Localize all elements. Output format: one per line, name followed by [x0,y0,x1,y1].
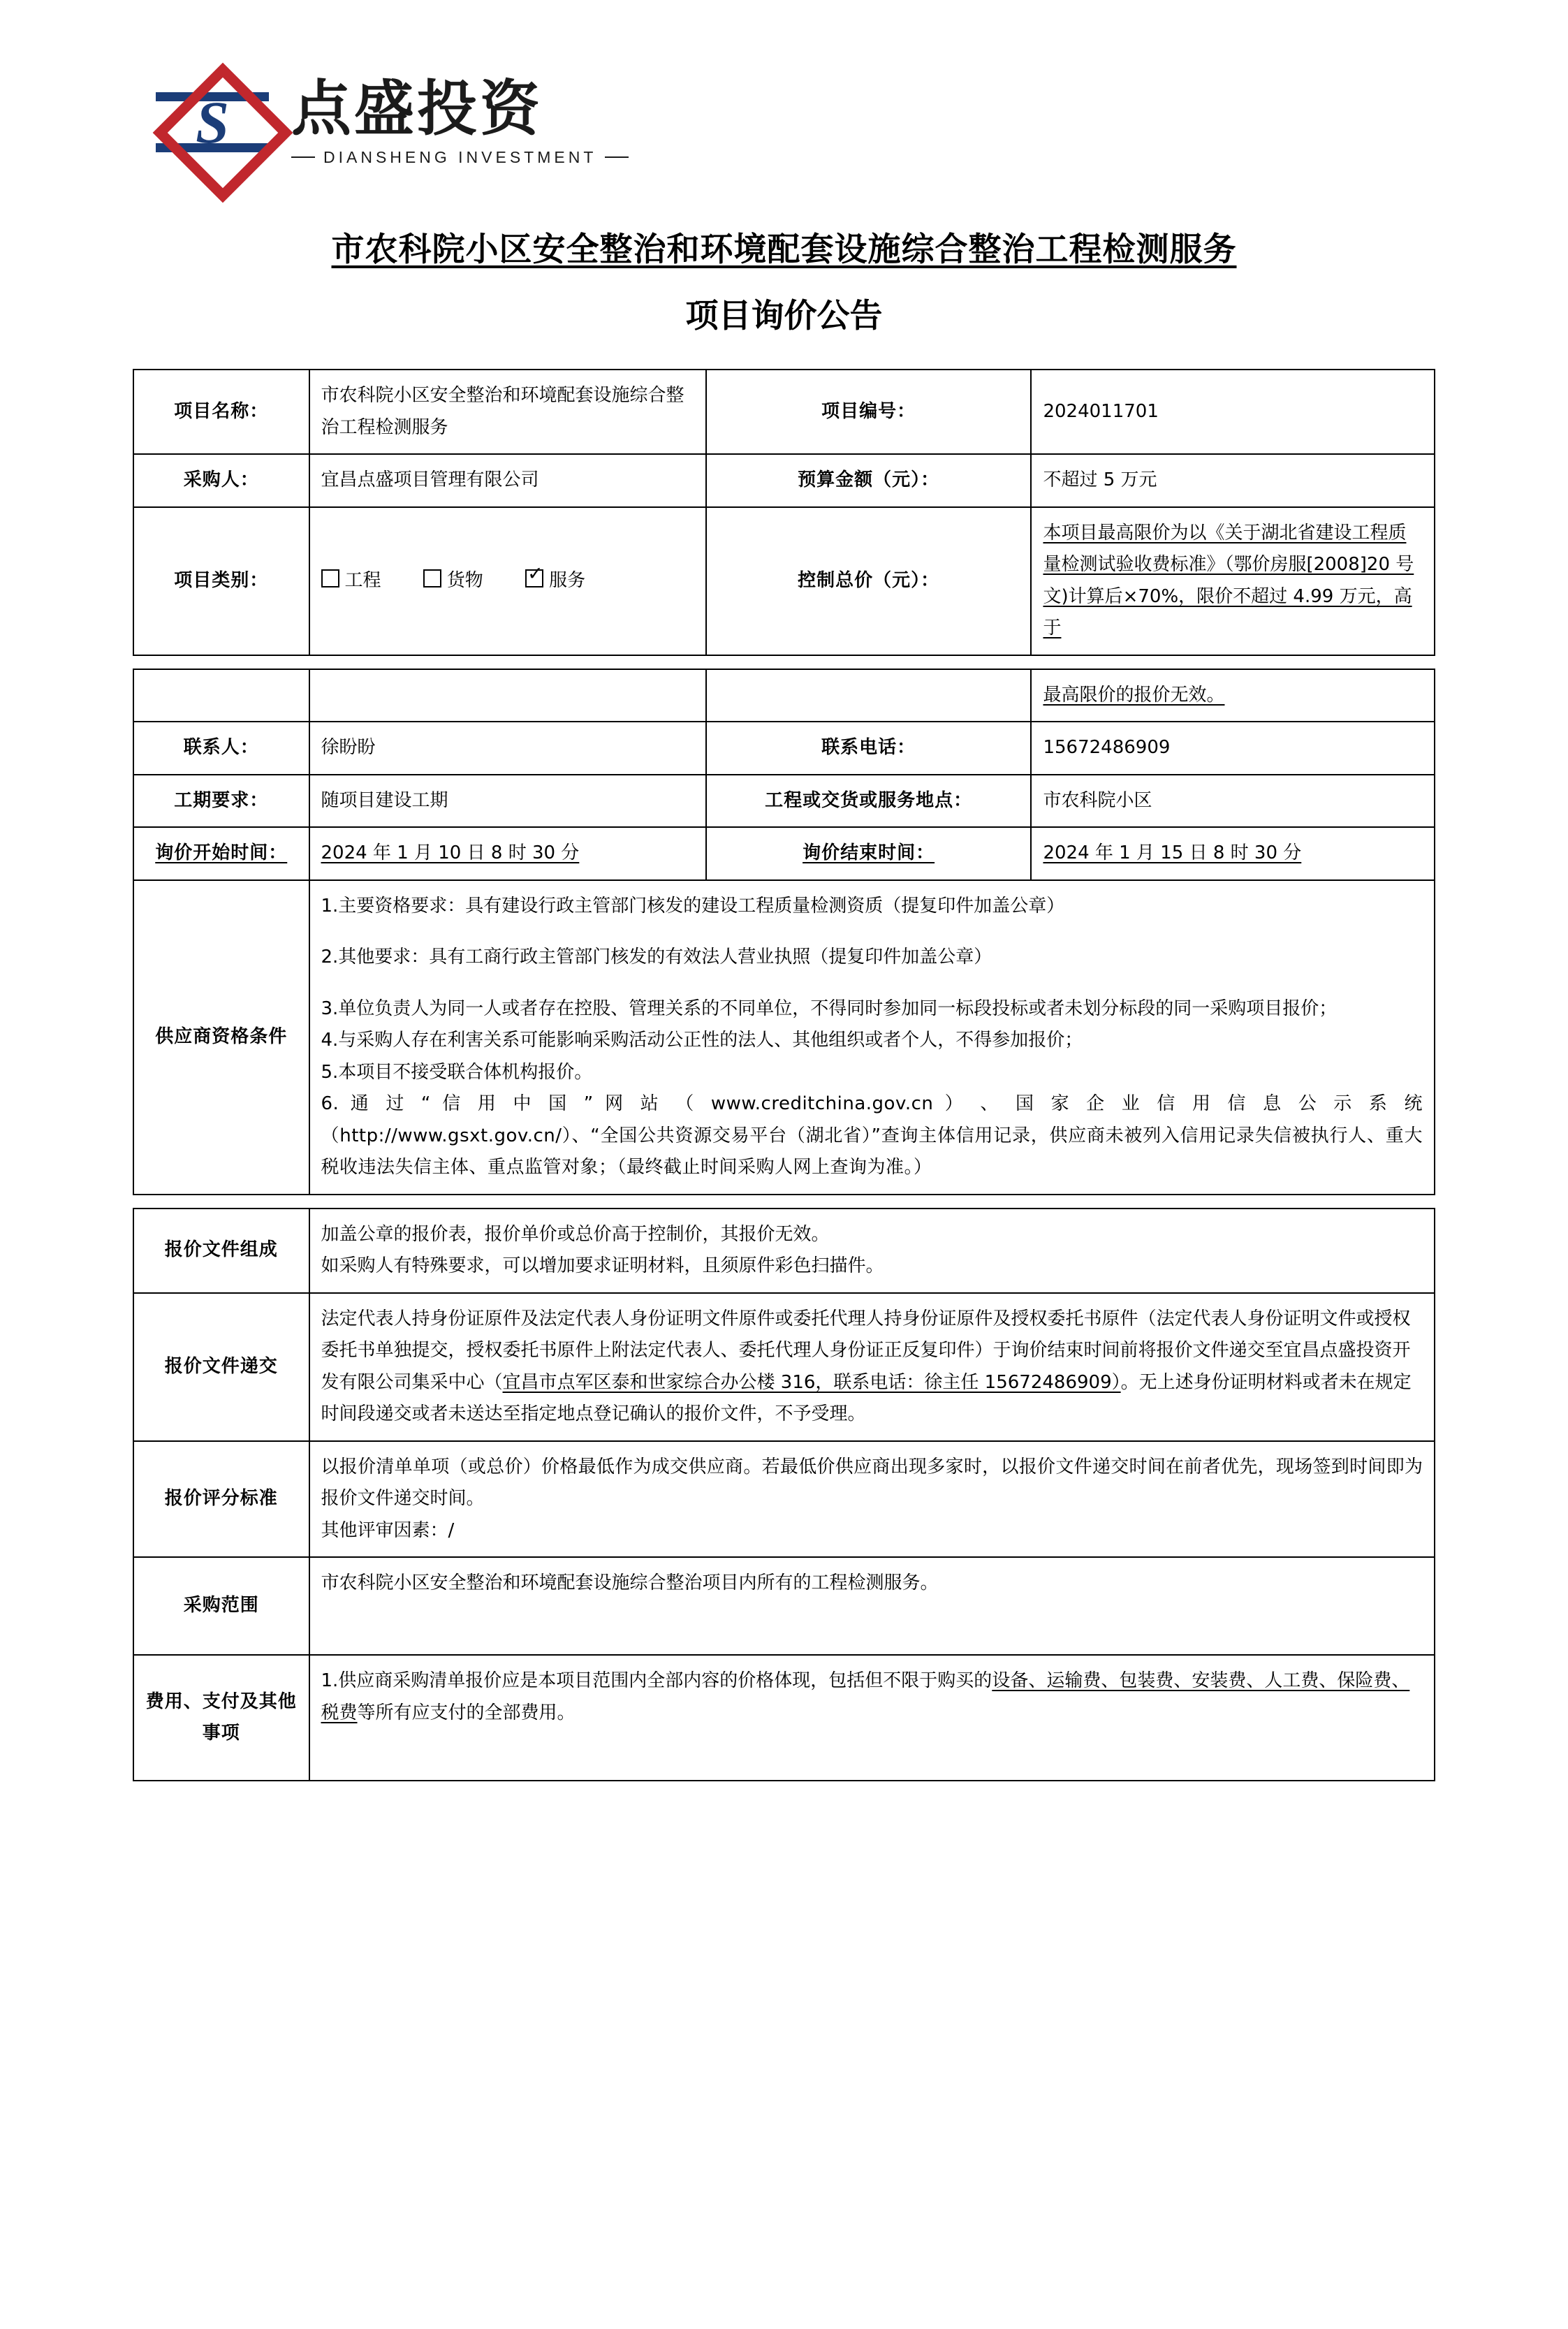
qualification-item-1: 1.主要资格要求：具有建设行政主管部门核发的建设工程质量检测资质（提复印件加盖公章） [321,895,1065,917]
purchaser-value: 宜昌点盛项目管理有限公司 [309,454,706,507]
contact-label: 联系人： [133,722,309,775]
start-time-label-text: 询价开始时间： [155,842,288,863]
fee-content [309,1655,1435,1781]
submit-text-underlined: 宜昌市点军区泰和世家综合办公楼 316，联系电话：徐主任 15672486909） [502,1371,1121,1393]
contact-and-qualification-table [133,669,1435,1195]
checkbox-option-goods[interactable] [423,565,483,597]
budget-value: 不超过 5 万元 [1031,454,1435,507]
submit-content [309,1293,1435,1441]
requirements-table [133,1208,1435,1782]
qualification-content [309,880,1435,1195]
logo-rule-left [291,156,315,158]
table-row [133,1655,1435,1781]
control-price-continuation-text: 最高限价的报价无效。 [1043,684,1225,706]
control-price-label: 控制总价（元）： [706,507,1032,655]
logo-company-name-cn: 点盛投资 [291,74,543,145]
compose-content [309,1209,1435,1293]
fee-label-line-1: 费用、支付及其他 [145,1691,297,1712]
table-row [133,1293,1435,1441]
score-line-1: 以报价清单单项（或总价）价格最低作为成交供应商。若最低价供应商出现多家时，以报价文件递交时间在前者优先，现场签到时间即为报价文件递交时间。 [321,1456,1423,1509]
table-row [133,1557,1435,1655]
qualification-label: 供应商资格条件 [133,880,309,1195]
end-time-label-text: 询价结束时间： [803,842,935,863]
score-label: 报价评分标准 [133,1441,309,1558]
control-price-value [1031,507,1435,655]
logo-rule-right [605,156,629,158]
checkbox-option-service[interactable] [525,565,585,597]
table-row [133,775,1435,828]
fee-label-line-2: 事项 [202,1723,240,1744]
compose-line-1: 加盖公章的报价表，报价单价或总价高于控制价，其报价无效。 [321,1223,830,1245]
empty-cell-c [706,669,1032,722]
table-row [133,1209,1435,1293]
project-no-value: 2024011701 [1031,370,1435,454]
control-price-text: 本项目最高限价为以《关于湖北省建设工程质量检测试验收费标准》（鄂价房服[2008]20 号文)计算后×70%，限价不超过 4.99 万元，高于 [1043,522,1414,638]
duration-value: 随项目建设工期 [309,775,706,828]
end-time-value-text: 2024 年 1 月 15 日 8 时 30 分 [1043,842,1302,863]
table-row [133,669,1435,722]
table-row [133,880,1435,1195]
budget-label: 预算金额（元）： [706,454,1032,507]
table-row [133,454,1435,507]
project-name-label: 项目名称： [133,370,309,454]
compose-line-2: 如采购人有特殊要求，可以增加要求证明材料，且须原件彩色扫描件。 [321,1255,884,1276]
purchaser-label: 采购人： [133,454,309,507]
checkbox-label: 服务 [549,569,586,591]
page-title-text: 市农科院小区安全整治和环境配套设施综合整治工程检测服务 [331,231,1237,269]
qualification-item-3: 3.单位负责人为同一人或者存在控股、管理关系的不同单位，不得同时参加同一标段投标或者未划分标段的同一采购项目报价； [321,998,1338,1019]
page-title [133,224,1435,270]
end-time-value [1031,827,1435,880]
project-no-label: 项目编号： [706,370,1032,454]
scope-content: 市农科院小区安全整治和环境配套设施综合整治项目内所有的工程检测服务。 [309,1557,1435,1655]
table-row [133,722,1435,775]
empty-cell-a [133,669,309,722]
checkbox-box-icon [423,569,441,587]
table-row [133,507,1435,655]
table-row [133,370,1435,454]
company-logo [133,49,1435,196]
start-time-value-text: 2024 年 1 月 10 日 8 时 30 分 [321,842,580,863]
checkbox-label: 工程 [344,569,381,591]
scope-label: 采购范围 [133,1557,309,1655]
submit-text-b: 。无上述身份证明材料或者未在规定时间段递交或者未送达至指定地点登记确认的报价文件，不予受理。 [321,1371,1412,1424]
start-time-value [309,827,706,880]
place-value: 市农科院小区 [1031,775,1435,828]
logo-company-name-en: DIANSHENG INVESTMENT [323,147,597,166]
fee-text-underlined: 设备、运输费、包装费、安装费、人工费、保险费、税费 [321,1670,1410,1723]
checkbox-box-icon [321,569,339,587]
score-content [309,1441,1435,1558]
compose-label: 报价文件组成 [133,1209,309,1293]
project-name-value: 市农科院小区安全整治和环境配套设施综合整治工程检测服务 [309,370,706,454]
qualification-item-6: 6. 通 过 “ 信 用 中 国 ” 网 站 （ www.creditchina.gov.cn ） 、 国 家 企 业 信 用 信 息 公 示 系 统（http://www.gsxt.gov.cn/）、“全国公共资源交易平台（湖北省）”查询主体信用记录，供应商未被列入信用记录失信被执行人、重大税收违法失信主体、重点监管对象；（最终截止时间采购人网上查询为准。） [321,1093,1423,1178]
phone-value: 15672486909 [1031,722,1435,775]
start-time-label [133,827,309,880]
qualification-item-2: 2.其他要求：具有工商行政主管部门核发的有效法人营业执照（提复印件加盖公章） [321,947,992,968]
fee-text-b: 等所有应支付的全部费用。 [357,1702,576,1723]
fee-label [133,1655,309,1781]
category-options [309,507,706,655]
qualification-item-5: 5.本项目不接受联合体机构报价。 [321,1061,593,1083]
page-subtitle: 项目询价公告 [685,297,883,335]
category-label: 项目类别： [133,507,309,655]
project-info-table [133,369,1435,656]
logo-mark-icon [150,67,274,177]
place-label: 工程或交货或服务地点： [706,775,1032,828]
end-time-label [706,827,1032,880]
submit-text-a: 法定代表人持身份证原件及法定代表人身份证明文件原件或委托代理人持身份证原件及授权委托书原件（法定代表人身份证明文件或授权委托书单独提交，授权委托书原件上附法定代表人、委托代理人身份证正反复印件）于询价结束时间前将报价文件递交至宜昌点盛投资开发有限公司集采中心（ [321,1308,1411,1393]
table-row [133,1441,1435,1558]
checkbox-option-engineering[interactable] [321,565,381,597]
submit-label: 报价文件递交 [133,1293,309,1441]
logo-letter: S [196,89,229,156]
logo-company-name-en-row [291,148,629,167]
qualification-item-4: 4.与采购人存在利害关系可能影响采购活动公正性的法人、其他组织或者个人，不得参加报价； [321,1030,1083,1051]
score-line-2: 其他评审因素：/ [321,1519,455,1541]
contact-value: 徐盼盼 [309,722,706,775]
logo-text-block [291,74,629,166]
phone-label: 联系电话： [706,722,1032,775]
checkbox-label: 货物 [446,569,483,591]
fee-text-a: 1.供应商采购清单报价应是本项目范围内全部内容的价格体现，包括但不限于购买的 [321,1670,992,1691]
empty-cell-b [309,669,706,722]
control-price-continuation [1031,669,1435,722]
checkbox-checked-icon [525,569,543,587]
table-row [133,827,1435,880]
duration-label: 工期要求： [133,775,309,828]
